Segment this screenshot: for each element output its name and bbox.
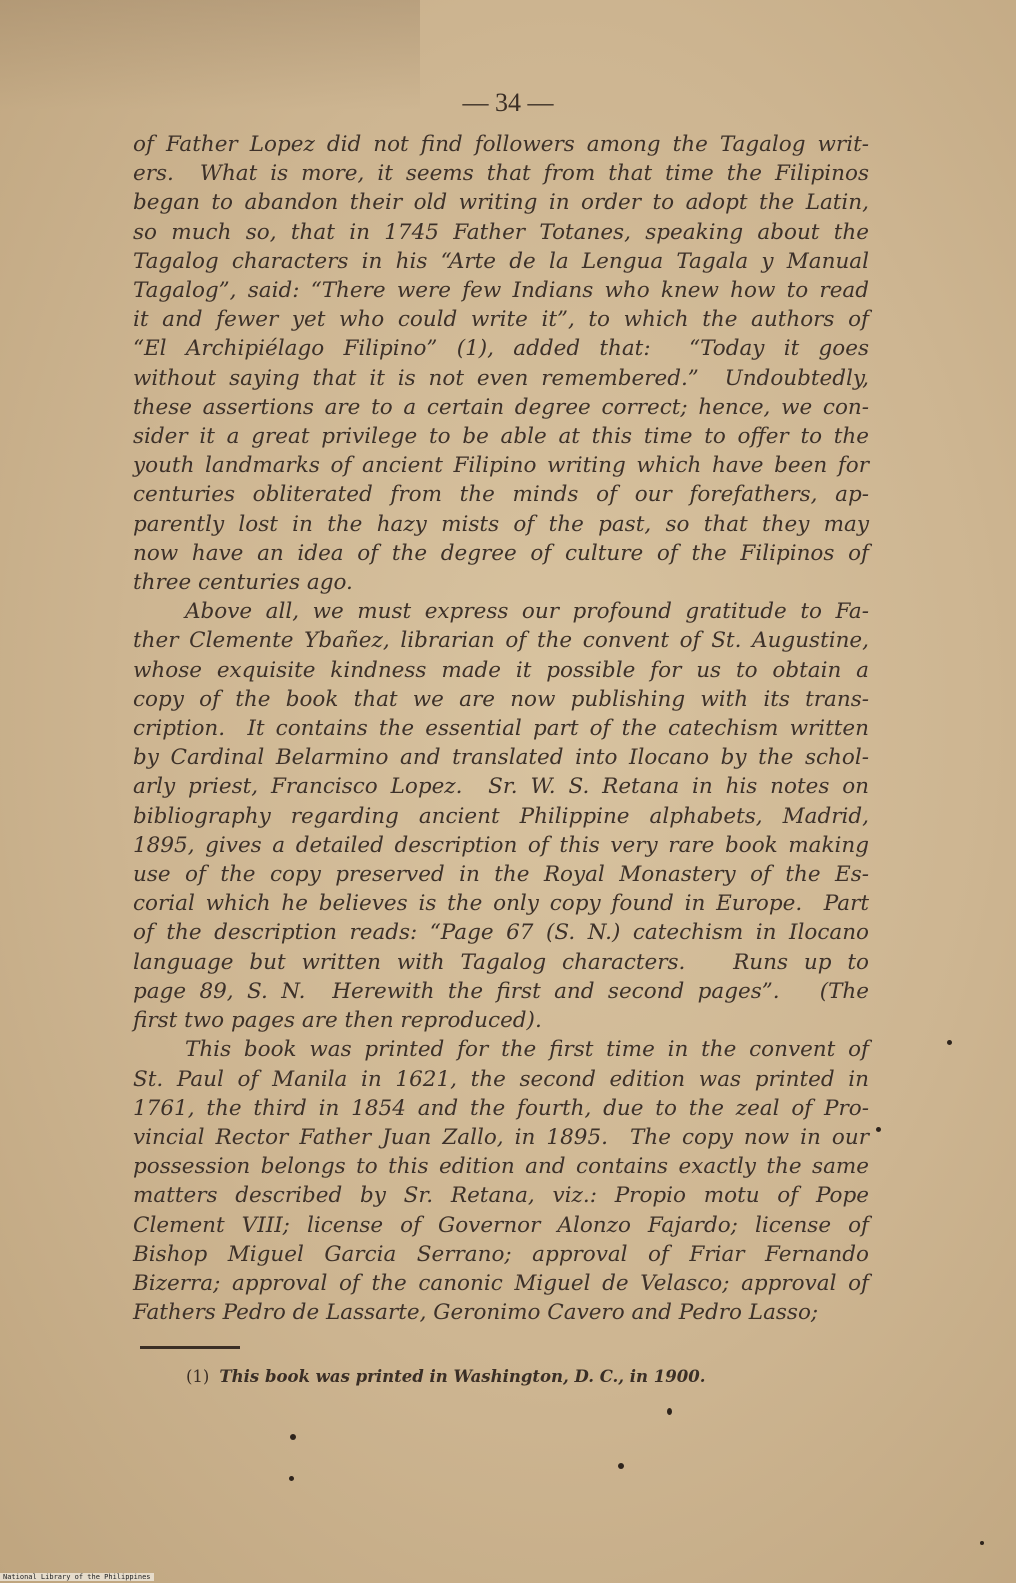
text-line: of the description reads: “Page 67 (S. N.) catechism in Ilocano [133, 920, 869, 946]
page-number: — 34 — [462, 88, 554, 117]
text-line: use of the copy preserved in the Royal Monastery of the Es- [133, 862, 869, 888]
text-line: “El Archipiélago Filipino” (1), added that: “Today it goes [133, 336, 869, 362]
text-line: first two pages are then reproduced). [133, 1008, 542, 1034]
text-line: centuries obliterated from the minds of our forefathers, ap- [133, 482, 869, 508]
footnote [186, 1367, 705, 1386]
text-line: Clement VIII; license of Governor Alonzo Fajardo; license of [133, 1212, 869, 1238]
ink-speck [667, 1408, 672, 1415]
text-line: Above all, we must express our profound gratitude to Fa- [185, 599, 869, 625]
text-line: bibliography regarding ancient Philippine alphabets, Madrid, [133, 803, 869, 829]
text-line: so much so, that in 1745 Father Totanes, speaking about the [133, 219, 869, 245]
text-line: St. Paul of Manila in 1621, the second edition was printed in [133, 1066, 869, 1092]
ink-speck [980, 1541, 984, 1545]
text-line: whose exquisite kindness made it possible for us to obtain a [133, 657, 869, 683]
text-line: arly priest, Francisco Lopez. Sr. W. S. Retana in his notes on [133, 774, 869, 800]
text-line: it and fewer yet who could write it”, to which the authors of [133, 307, 869, 333]
footnote-marker: (1) [186, 1367, 210, 1386]
ink-speck [876, 1127, 881, 1132]
body-text [133, 130, 869, 1327]
footnote-text: This book was printed in Washington, D. C., in 1900. [219, 1367, 706, 1386]
ink-speck [290, 1434, 296, 1440]
text-line: Tagalog characters in his “Arte de la Lengua Tagala y Manual [133, 248, 869, 274]
text-line: language but written with Tagalog characters. Runs up to [133, 949, 869, 975]
text-line: matters described by Sr. Retana, viz.: Propio motu of Pope [133, 1183, 869, 1209]
text-line: page 89, S. N. Herewith the first and second pages”. (The [133, 978, 869, 1004]
text-line: three centuries ago. [133, 570, 353, 596]
text-line: vincial Rector Father Juan Zallo, in 1895. The copy now in our [133, 1124, 869, 1150]
footnote-rule [140, 1346, 240, 1349]
text-line: ers. What is more, it seems that from that time the Filipinos [133, 161, 869, 187]
ink-speck [947, 1040, 952, 1045]
text-line: began to abandon their old writing in order to adopt the Latin, [133, 190, 869, 216]
text-line: corial which he believes is the only copy found in Europe. Part [133, 891, 869, 917]
text-line: now have an idea of the degree of culture of the Filipinos of [133, 540, 869, 566]
text-line: Bishop Miguel Garcia Serrano; approval of Friar Fernando [133, 1241, 869, 1267]
text-line: parently lost in the hazy mists of the past, so that they may [133, 511, 869, 537]
text-line: ther Clemente Ybañez, librarian of the convent of St. Augustine, [133, 628, 869, 654]
text-line: Tagalog”, said: “There were few Indians who knew how to read [133, 278, 869, 304]
text-line: This book was printed for the first time in the convent of [185, 1037, 869, 1063]
text-line: Fathers Pedro de Lassarte, Geronimo Cavero and Pedro Lasso; [133, 1300, 819, 1326]
text-line: copy of the book that we are now publishing with its trans- [133, 686, 869, 712]
text-line: 1895, gives a detailed description of this very rare book making [133, 832, 869, 858]
ink-speck [618, 1463, 624, 1469]
text-line: sider it a great privilege to be able at this time to offer to the [133, 424, 869, 450]
text-line: without saying that it is not even remembered.” Undoubtedly, [133, 365, 869, 391]
text-line: by Cardinal Belarmino and translated into Ilocano by the schol- [133, 745, 869, 771]
ink-speck [289, 1476, 294, 1481]
text-line: youth landmarks of ancient Filipino writing which have been for [133, 453, 869, 479]
text-line: Bizerra; approval of the canonic Miguel de Velasco; approval of [133, 1270, 869, 1296]
text-line: cription. It contains the essential part of the catechism written [133, 716, 869, 742]
text-line: of Father Lopez did not find followers among the Tagalog writ- [133, 132, 869, 157]
text-line: possession belongs to this edition and contains exactly the same [133, 1154, 869, 1180]
library-credit: National Library of the Philippines [0, 1573, 154, 1581]
text-line: 1761, the third in 1854 and the fourth, due to the zeal of Pro- [133, 1095, 869, 1121]
text-line: these assertions are to a certain degree correct; hence, we con- [133, 394, 869, 420]
